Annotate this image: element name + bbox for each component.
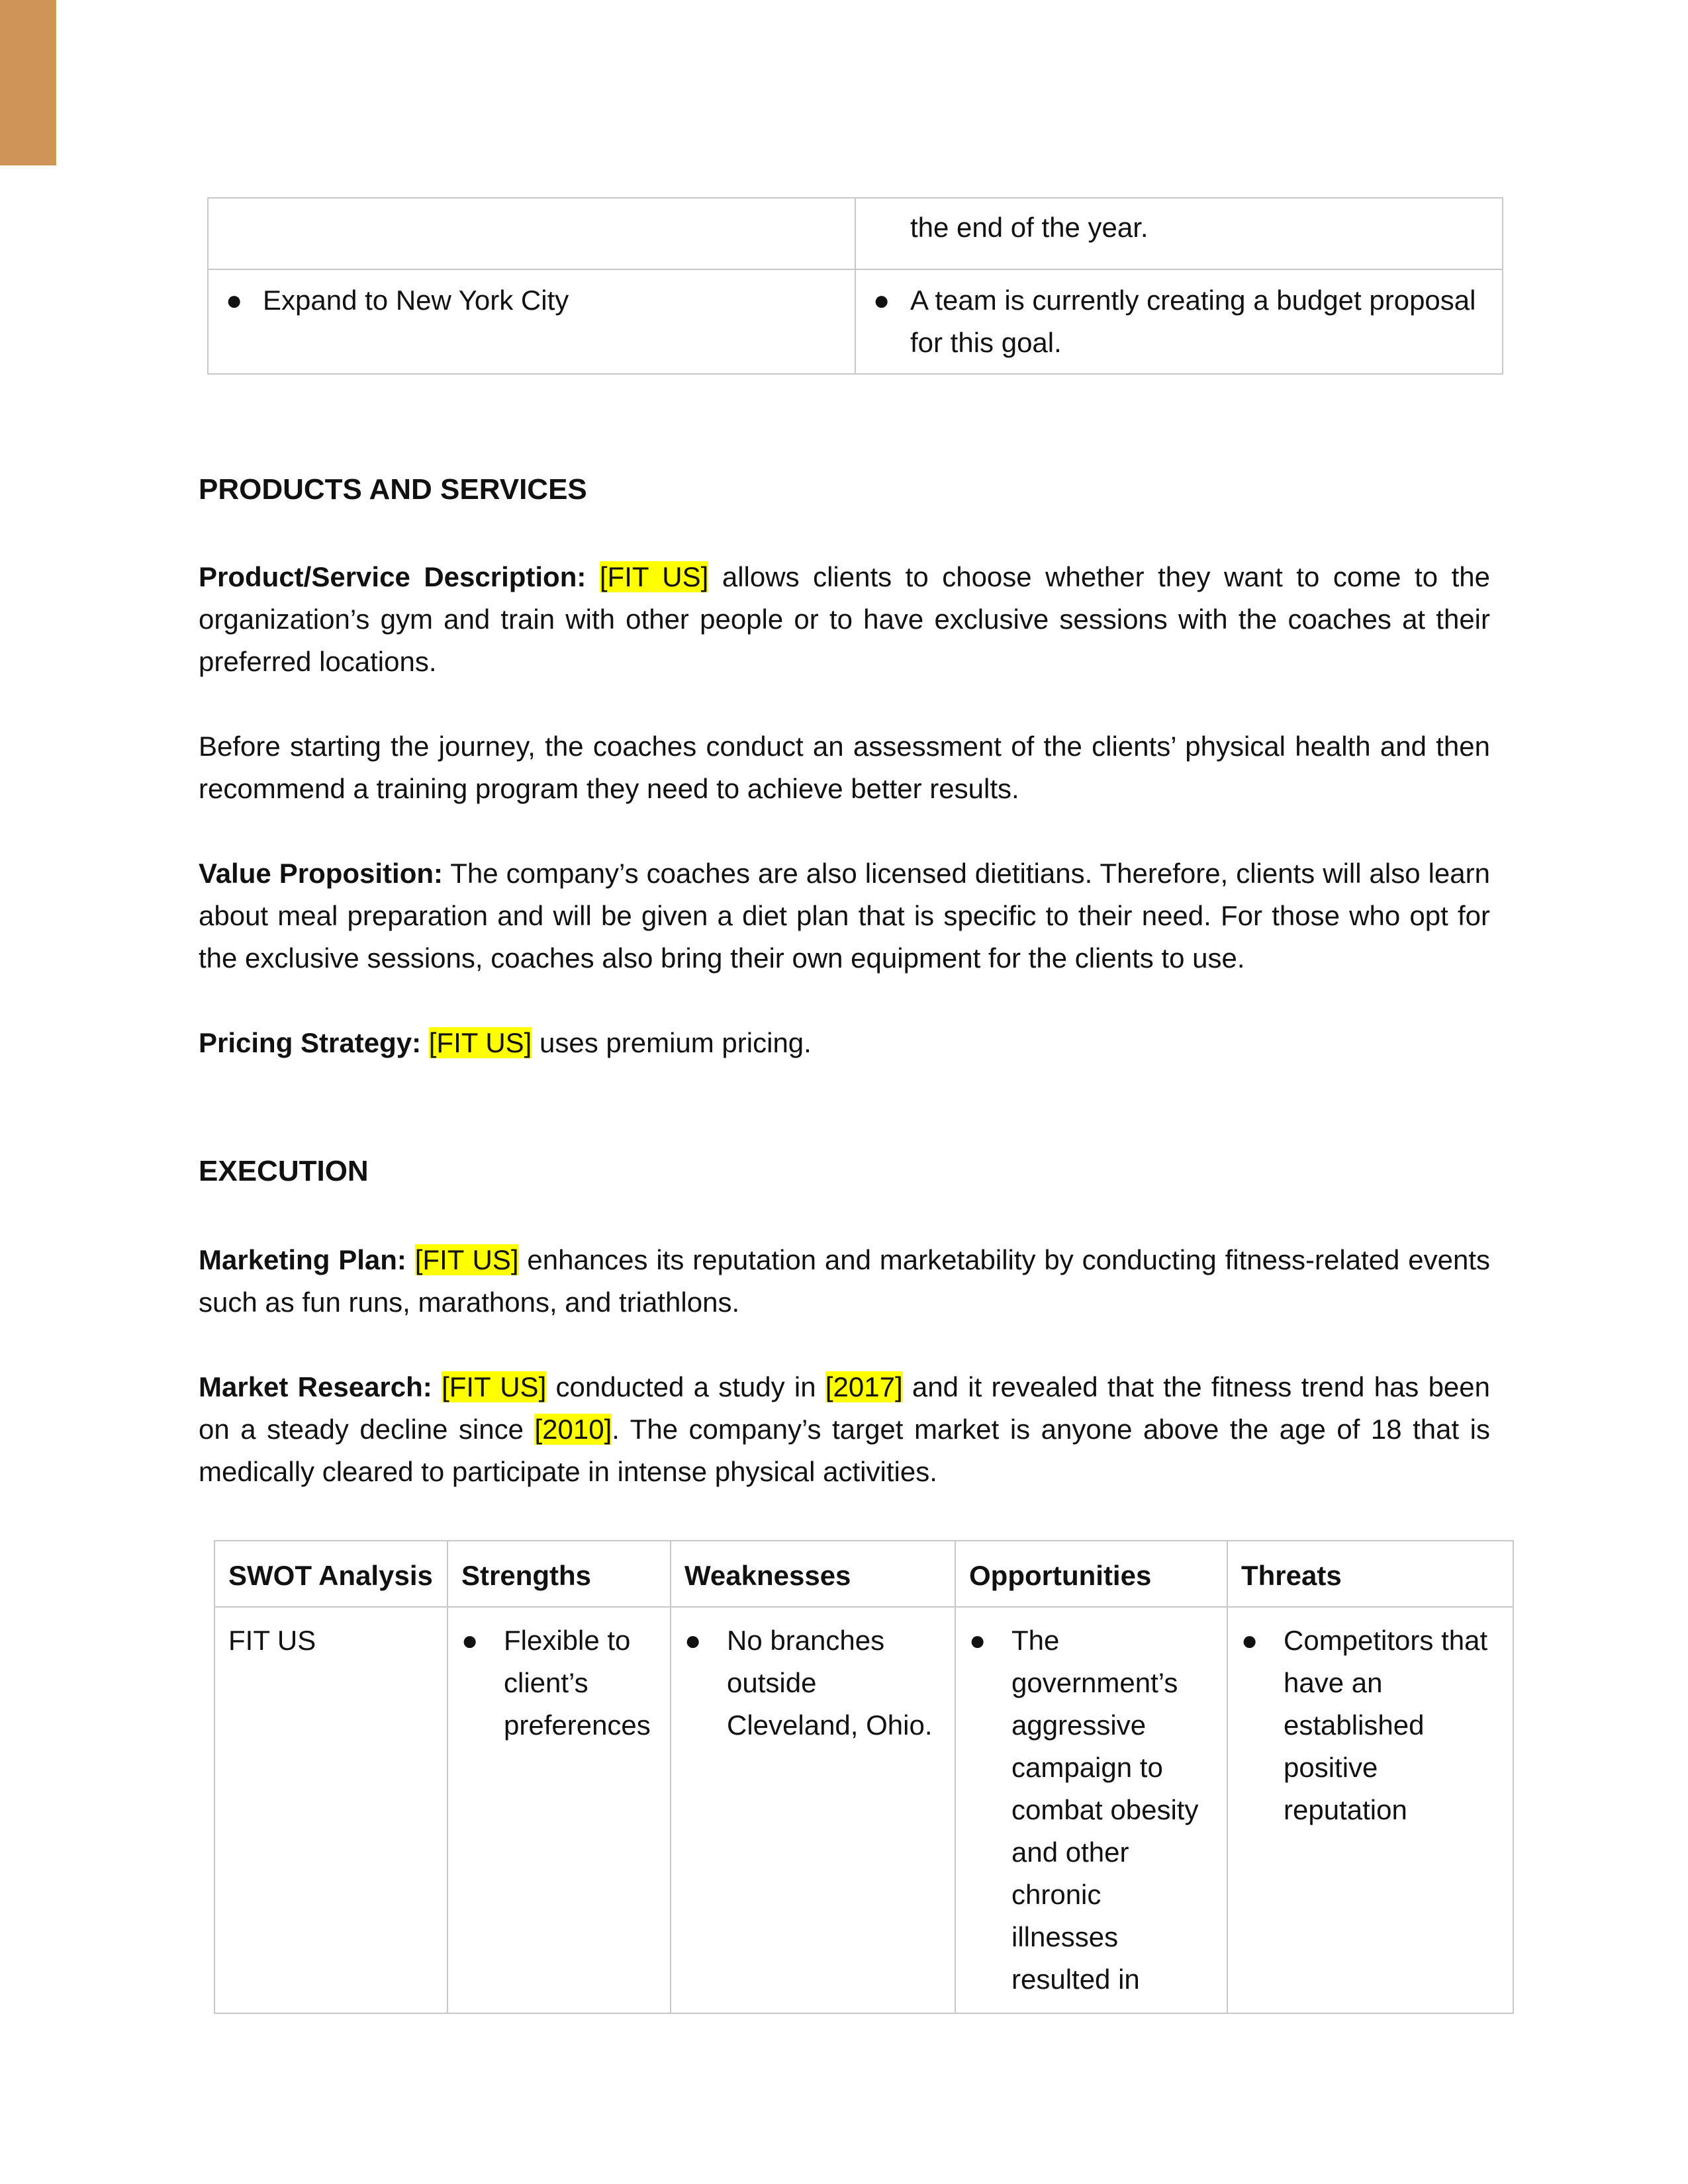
market-research-paragraph <box>199 1366 1490 1493</box>
bullet-icon: ● <box>969 1625 986 1656</box>
opportunities-text: The government’s aggressive campaign to combat obesity and other chronic illnesses resulted in <box>1011 1625 1199 1995</box>
year-placeholder: [2010] <box>534 1414 612 1445</box>
product-description-text: allows clients to choose whether they want to come to the organization’s gym and train with other people or to have exclusive sessions with the coaches at their preferred locations. <box>199 561 1490 677</box>
marketing-plan-paragraph <box>199 1239 1490 1324</box>
page-corner-tab <box>0 0 56 165</box>
bullet-icon: ● <box>226 285 243 316</box>
strengths-text: Flexible to client’s preferences <box>504 1625 651 1741</box>
threats-text: Competitors that have an established positive reputation <box>1284 1625 1488 1825</box>
year-placeholder: [2017] <box>825 1371 903 1402</box>
table-row <box>208 198 1503 269</box>
goals-table <box>207 197 1503 375</box>
goal-cell <box>208 269 855 374</box>
assessment-paragraph: Before starting the journey, the coaches conduct an assessment of the clients’ physical health and then recommend a training program they need to achieve better results. <box>199 731 1490 804</box>
swot-header-opportunities: Opportunities <box>955 1541 1227 1607</box>
marketing-plan-label: Marketing Plan: <box>199 1244 415 1275</box>
bullet-icon: ● <box>461 1625 479 1656</box>
weaknesses-text: No branches outside Cleveland, Ohio. <box>727 1625 933 1741</box>
status-text: the end of the year. <box>910 212 1149 243</box>
status-cell <box>855 269 1503 374</box>
goal-text: Expand to New York City <box>263 285 569 316</box>
swot-opportunities-cell <box>955 1607 1227 2013</box>
market-research-text: and it revealed that the fitness trend has been on a steady decline since <box>199 1371 1491 1445</box>
pricing-label: Pricing Strategy: <box>199 1027 429 1058</box>
company-placeholder: [FIT US] <box>442 1371 547 1402</box>
bullet-icon: ● <box>873 285 890 316</box>
market-research-text: . The company’s target market is anyone above the age of 18 that is medically cleared to participate in intense physical activities. <box>199 1414 1490 1487</box>
products-heading: PRODUCTS AND SERVICES <box>199 473 587 506</box>
market-research-text: conducted a study in <box>546 1371 825 1402</box>
swot-threats-cell <box>1227 1607 1513 2013</box>
product-description-label: Product/Service Description: <box>199 561 586 592</box>
swot-header-threats: Threats <box>1227 1541 1513 1607</box>
bullet-icon: ● <box>1241 1625 1258 1656</box>
status-text: A team is currently creating a budget proposal for this goal. <box>910 285 1476 358</box>
market-research-label: Market Research: <box>199 1371 442 1402</box>
company-placeholder: [FIT US] <box>428 1027 532 1058</box>
value-proposition-text: The company’s coaches are also licensed dietitians. Therefore, clients will also learn about meal preparation and will be given a diet plan that is specific to their need. For those who opt for the exclusive sessions, coaches also bring their own equipment for the clients to use. <box>199 858 1490 974</box>
pricing-paragraph <box>199 1022 1490 1064</box>
swot-header-strengths: Strengths <box>447 1541 671 1607</box>
company-placeholder: [FIT US] <box>414 1244 519 1275</box>
goal-cell <box>208 198 855 269</box>
swot-weaknesses-cell <box>671 1607 955 2013</box>
execution-heading: EXECUTION <box>199 1155 369 1187</box>
swot-strengths-cell <box>447 1607 671 2013</box>
product-description-paragraph <box>199 556 1490 683</box>
bullet-icon: ● <box>684 1625 702 1656</box>
status-cell <box>855 198 1503 269</box>
swot-header-analysis: SWOT Analysis <box>214 1541 447 1607</box>
table-header-row <box>214 1541 1513 1607</box>
swot-row-label: FIT US <box>214 1607 447 2013</box>
value-proposition-label: Value Proposition: <box>199 858 444 889</box>
swot-header-weaknesses: Weaknesses <box>671 1541 955 1607</box>
company-placeholder: [FIT US] <box>599 561 709 592</box>
marketing-plan-text: enhances its reputation and marketability by conducting fitness-related events such as fun runs, marathons, and triathlons. <box>199 1244 1490 1318</box>
value-proposition-paragraph <box>199 852 1490 979</box>
swot-table <box>214 1540 1514 2014</box>
table-row <box>214 1607 1513 2013</box>
pricing-text: uses premium pricing. <box>532 1027 812 1058</box>
table-row <box>208 269 1503 374</box>
